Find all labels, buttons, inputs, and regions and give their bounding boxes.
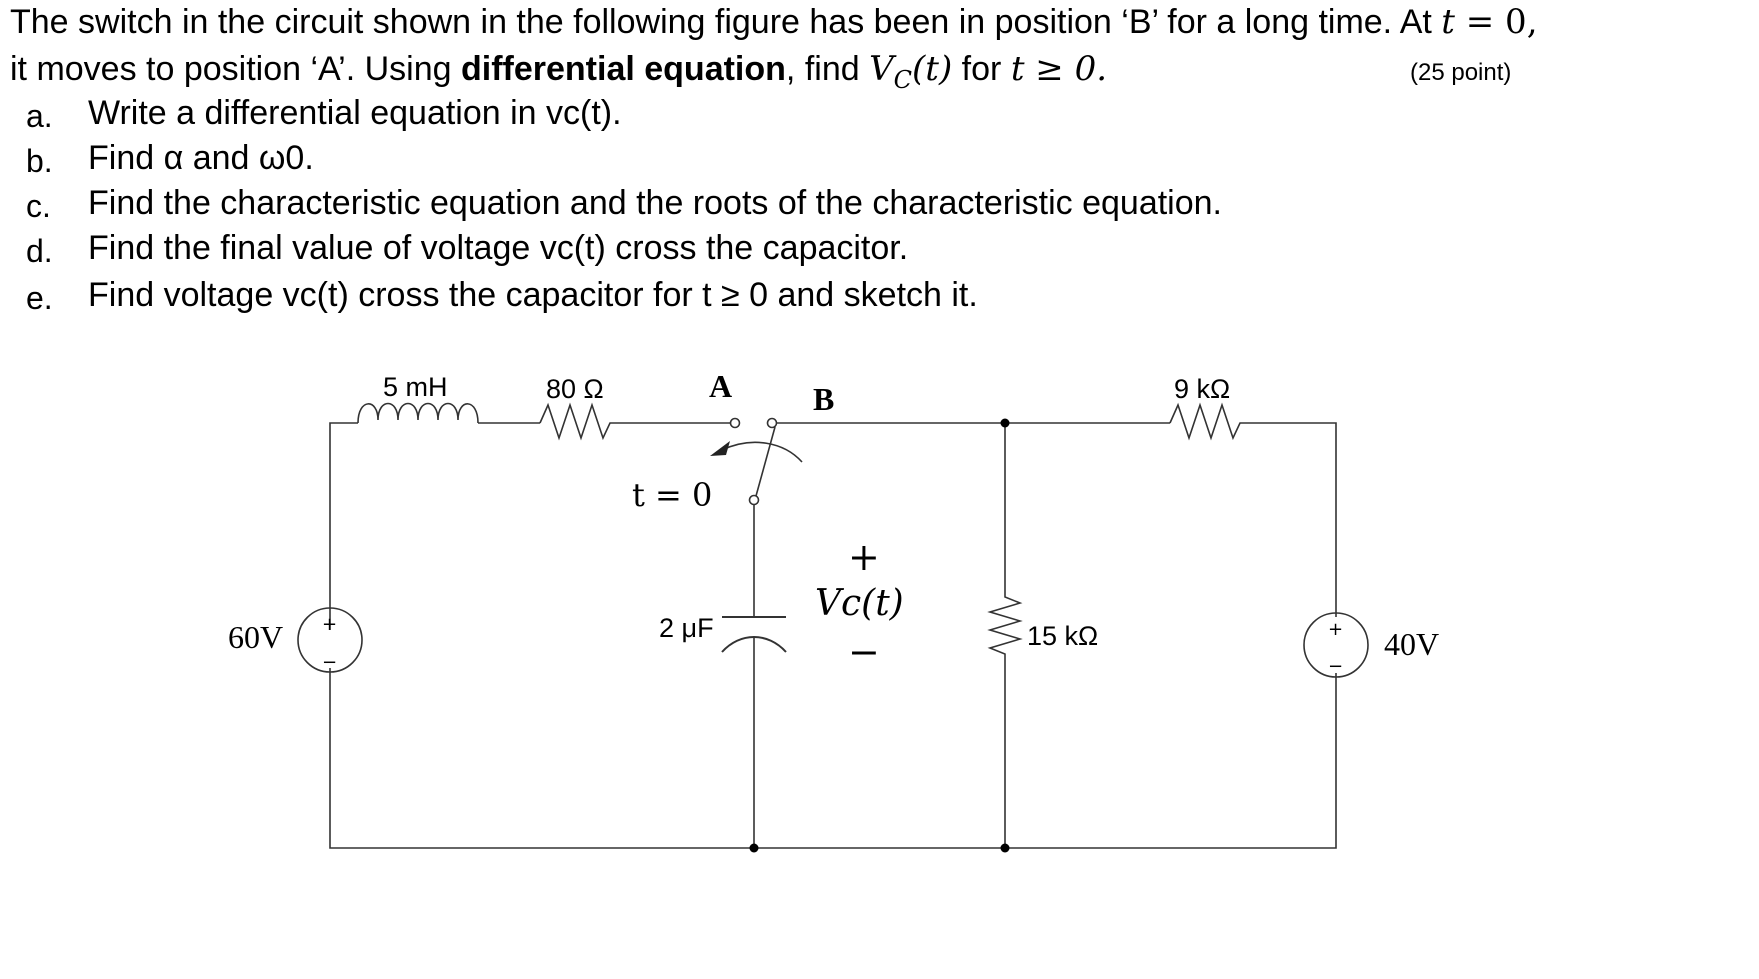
r2-symbol bbox=[990, 423, 1020, 848]
part-c-letter: c. bbox=[26, 188, 51, 224]
part-e-letter: e. bbox=[26, 280, 53, 316]
vc-label: Vc(t) bbox=[815, 583, 904, 624]
problem-line-2-post: for bbox=[952, 50, 1011, 88]
position-a-label: A bbox=[709, 368, 733, 404]
terminal-a bbox=[731, 419, 740, 428]
position-b-label: B bbox=[813, 381, 835, 417]
source-left-minus: − bbox=[322, 652, 338, 673]
inductor-symbol bbox=[358, 404, 478, 424]
time-condition: t ≥ 0. bbox=[1010, 49, 1108, 89]
part-c-text: Find the characteristic equation and the roots of the characteristic equation. bbox=[88, 184, 1222, 222]
part-d-letter: d. bbox=[26, 233, 53, 269]
source-right-plus: + bbox=[1328, 619, 1344, 640]
source-left-plus: + bbox=[322, 614, 338, 635]
part-e-text: Find voltage vc(t) cross the capacitor for t ≥ 0 and sketch it. bbox=[88, 276, 978, 314]
switch-arrowhead bbox=[710, 441, 730, 456]
source-right-label: 40V bbox=[1384, 626, 1440, 662]
part-a-letter: a. bbox=[26, 98, 53, 134]
vc-subscript: C bbox=[893, 65, 913, 94]
part-b-letter: b. bbox=[26, 143, 53, 179]
time-equals-zero: = 0, bbox=[1454, 2, 1538, 42]
vc-plus: + bbox=[848, 535, 880, 579]
vc-minus: − bbox=[848, 630, 880, 674]
bottom-wire bbox=[330, 668, 1336, 848]
terminal-b bbox=[768, 419, 777, 428]
part-b-text: Find α and ω0. bbox=[88, 139, 314, 177]
r1-label: 80 Ω bbox=[546, 374, 604, 404]
inductor-label: 5 mH bbox=[383, 372, 448, 402]
node-bottom-cap bbox=[750, 844, 759, 853]
problem-line-2-text: it moves to position ‘A’. Using bbox=[10, 50, 461, 88]
switch-pivot bbox=[750, 496, 759, 505]
r1-symbol bbox=[540, 405, 730, 438]
node-top bbox=[1001, 419, 1010, 428]
problem-line-1-text: The switch in the circuit shown in the following figure has been in position ‘B’ for a long time. At bbox=[10, 3, 1442, 41]
points-label: (25 point) bbox=[1410, 59, 1512, 86]
part-d-text: Find the final value of voltage vc(t) cross the capacitor. bbox=[88, 229, 909, 267]
r2-label: 15 kΩ bbox=[1027, 621, 1099, 651]
r3-symbol bbox=[1170, 405, 1336, 617]
part-a-text: Write a differential equation in vc(t). bbox=[88, 94, 622, 132]
vc-symbol: V bbox=[869, 49, 894, 89]
switch-arrow bbox=[722, 442, 802, 462]
switch-blade bbox=[756, 427, 775, 496]
method-emphasis: differential equation bbox=[461, 50, 786, 88]
source-left-label: 60V bbox=[228, 619, 284, 655]
switch-time-label: t = 0 bbox=[632, 476, 713, 514]
source-right-minus: − bbox=[1328, 656, 1344, 677]
problem-line-2-mid: , find bbox=[785, 50, 870, 88]
left-top-wire bbox=[330, 423, 358, 630]
r3-label: 9 kΩ bbox=[1174, 374, 1231, 404]
capacitor-label: 2 μF bbox=[659, 613, 714, 643]
vc-argument: (t) bbox=[912, 49, 953, 89]
time-variable: t bbox=[1441, 2, 1455, 42]
node-bottom-r2 bbox=[1001, 844, 1010, 853]
